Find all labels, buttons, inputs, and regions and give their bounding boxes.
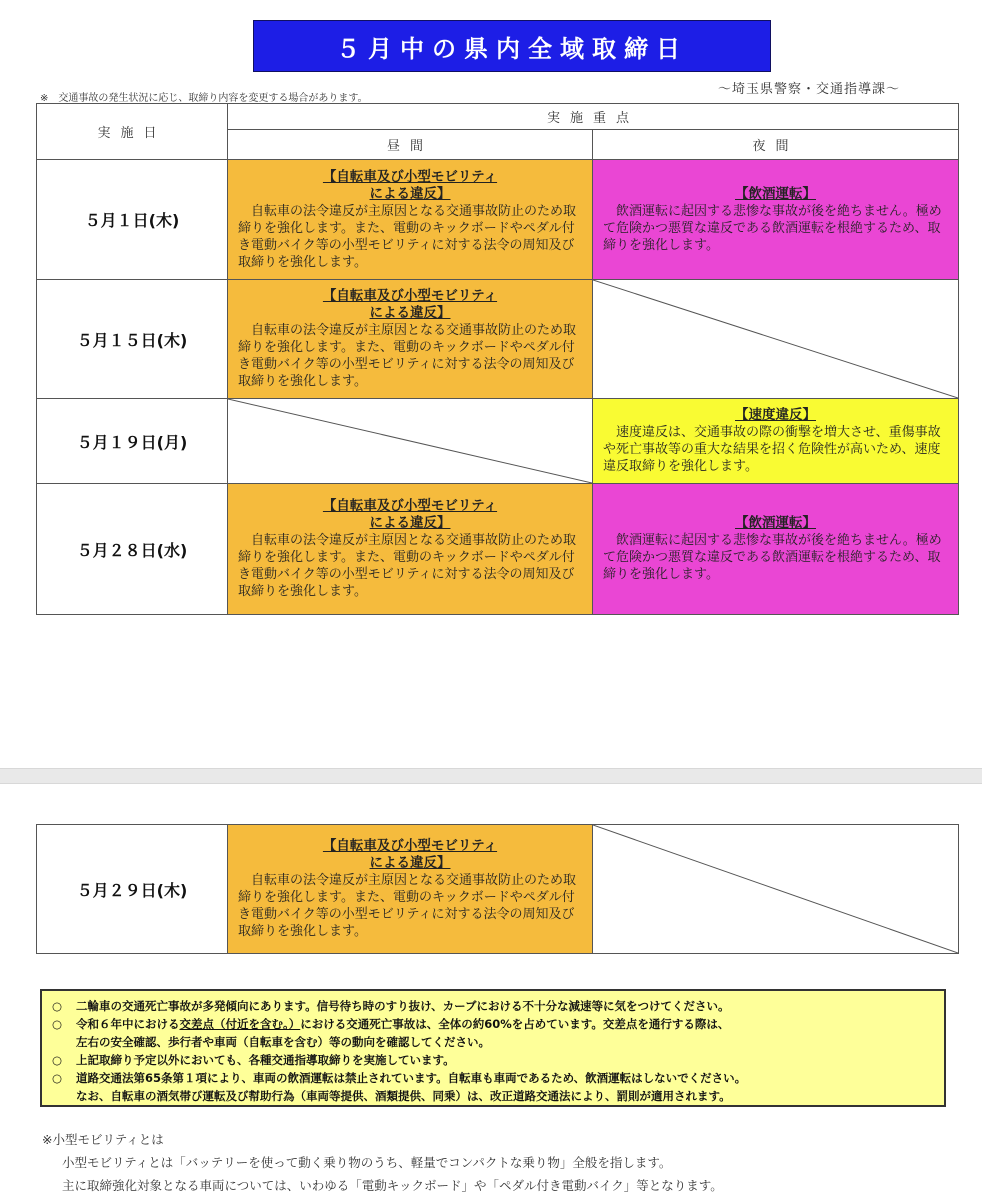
empty-cell	[593, 280, 959, 399]
page-title: ５月中の県内全域取締日	[253, 20, 771, 72]
date-cell: ５月１５日(木)	[37, 280, 228, 399]
circle-icon: ○	[52, 999, 63, 1013]
cell-title: 【自転車及び小型モビリティ による違反】	[322, 168, 498, 202]
date-cell: ５月２８日(水)	[37, 484, 228, 615]
cell-title: 【飲酒運転】	[735, 515, 816, 531]
cell-body: 飲酒運転に起因する悲惨な事故が後を絶ちません。極めて危険かつ悪質な違反である飲酒運転を根絶するため、取締りを強化します。	[603, 533, 942, 582]
cell-body: 自転車の法令違反が主原因となる交通事故防止のため取締りを強化します。また、電動のキックボードやペダル付き電動バイク等の小型モビリティに対する法令の周知及び取締りを強化します。	[238, 323, 577, 389]
day-cell	[228, 160, 593, 280]
circle-icon: ○	[52, 1017, 63, 1031]
cell-title: 【速度違反】	[735, 407, 816, 423]
note-item	[52, 1015, 934, 1033]
cell-title: 【自転車及び小型モビリティ による違反】	[322, 288, 498, 321]
note-item	[52, 1051, 934, 1069]
header-night: 夜間	[593, 130, 959, 160]
note-text: 二輪車の交通死亡事故が多発傾向にあります。信号待ち時のすり抜け、カーブにおける不十分な減速等に気をつけてください。	[76, 999, 730, 1013]
note-item	[52, 1069, 934, 1087]
note-item	[52, 997, 934, 1015]
table-row	[37, 484, 959, 615]
cell-title: 【自転車及び小型モビリティ による違反】	[322, 838, 498, 871]
header-focus: 実施重点	[228, 104, 959, 130]
circle-icon: ○	[52, 1053, 63, 1067]
table-row	[37, 825, 959, 954]
page-divider	[0, 768, 982, 784]
footer-line: 小型モビリティとは「バッテリーを使って動く乗り物のうち、軽量でコンパクトな乗り物」全般を指します。	[62, 1155, 672, 1170]
day-cell	[228, 825, 593, 954]
day-cell	[228, 280, 593, 399]
diagonal-line	[593, 280, 958, 398]
diagonal-line	[593, 825, 958, 953]
circle-icon: ○	[52, 1071, 63, 1085]
cell-title: 【飲酒運転】	[735, 185, 816, 202]
table-row	[37, 399, 959, 484]
header-day: 昼間	[228, 130, 593, 160]
date-cell: ５月２９日(木)	[37, 825, 228, 954]
note-continuation: 左右の安全確認、歩行者や車両（自転車を含む）等の動向を確認してください。	[76, 1035, 490, 1049]
notice-text: ※ 交通事故の発生状況に応じ、取締り内容を変更する場合があります。	[40, 93, 368, 104]
note-text: 道路交通法第65条第１項により、車両の飲酒運転は禁止されています。自転車も車両であるため、飲酒運転はしないでください。	[76, 1071, 747, 1085]
day-cell	[228, 484, 593, 615]
cell-title: 【自転車及び小型モビリティ による違反】	[322, 498, 498, 531]
diagonal-line	[228, 399, 592, 483]
note-text: 令和６年中における交差点（付近を含む。）における交通死亡事故は、全体の約60%を占めています。交差点を通行する際は、	[76, 1017, 730, 1031]
cell-body: 自転車の法令違反が主原因となる交通事故防止のため取締りを強化します。また、電動のキックボードやペダル付き電動バイク等の小型モビリティに対する法令の周知及び取締りを強化します。	[238, 533, 577, 599]
source-label: ～埼玉県警察・交通指導課～	[718, 82, 901, 97]
night-cell	[593, 484, 959, 615]
underlined-text: 交差点（付近を含む。）	[179, 1017, 301, 1031]
schedule-table-continued	[36, 824, 959, 954]
note-text: 上記取締り予定以外においても、各種交通指導取締りを実施しています。	[76, 1053, 455, 1067]
schedule-table	[36, 103, 959, 615]
header-date: 実施日	[37, 104, 228, 160]
date-cell: ５月１日(木)	[37, 160, 228, 280]
cell-body: 自転車の法令違反が主原因となる交通事故防止のため取締りを強化します。また、電動のキックボードやペダル付き電動バイク等の小型モビリティに対する法令の周知及び取締りを強化します。	[238, 873, 577, 939]
footer	[42, 1128, 942, 1197]
cell-body: 自転車の法令違反が主原因となる交通事故防止のため取締りを強化します。また、電動のキックボードやペダル付き電動バイク等の小型モビリティに対する法令の周知及び取締りを強化します。	[238, 203, 577, 270]
cell-body: 飲酒運転に起因する悲惨な事故が後を絶ちません。極めて危険かつ悪質な違反である飲酒運転を根絶するため、取締りを強化します。	[603, 203, 942, 253]
date-cell: ５月１９日(月)	[37, 399, 228, 484]
empty-cell	[228, 399, 593, 484]
notes-box	[40, 989, 946, 1107]
note-continuation: なお、自転車の酒気帯び運転及び幇助行為（車両等提供、酒類提供、同乗）は、改正道路交通法により、罰則が適用されます。	[76, 1089, 731, 1103]
table-row	[37, 160, 959, 280]
footer-line: 主に取締強化対象となる車両については、いわゆる「電動キックボード」や「ペダル付き電動バイク」等となります。	[62, 1178, 723, 1193]
empty-cell	[593, 825, 959, 954]
night-cell	[593, 399, 959, 484]
footer-heading: ※小型モビリティとは	[42, 1132, 164, 1147]
night-cell	[593, 160, 959, 280]
cell-body: 速度違反は、交通事故の際の衝撃を増大させ、重傷事故や死亡事故等の重大な結果を招く危険性が高いため、速度違反取締りを強化します。	[603, 425, 941, 474]
table-row	[37, 280, 959, 399]
